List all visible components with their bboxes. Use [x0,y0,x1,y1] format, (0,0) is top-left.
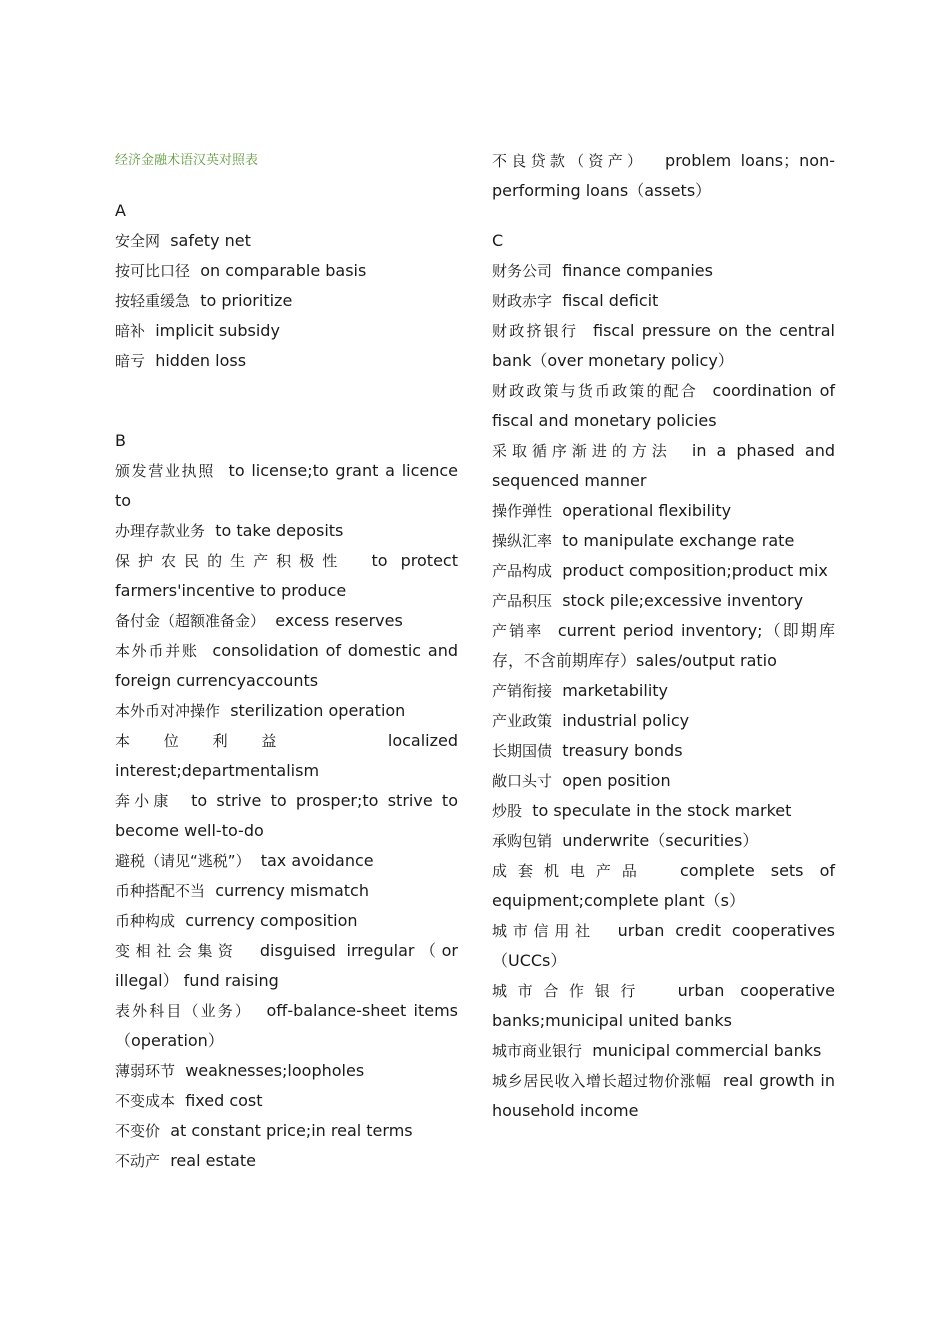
term-chinese: 承购包销 [492,832,553,850]
term-entry [492,826,835,856]
left-column [115,146,458,1176]
term-entry [115,996,458,1056]
term-chinese: 变相社会集资 [115,942,239,960]
term-english: municipal commercial banks [592,1041,822,1060]
term-chinese: 成套机电产品 [492,862,648,880]
term-chinese: 操纵汇率 [492,532,553,550]
section-letter-c: C [492,231,504,250]
term-entry [115,1116,458,1146]
term-entry [492,766,835,796]
term-english: finance companies [562,261,713,280]
term-entry [115,936,458,996]
term-english: underwrite（securities） [562,831,759,850]
term-chinese: 产品积压 [492,592,553,610]
term-chinese: 表外科目（业务） [115,1002,253,1020]
term-entry [115,696,458,726]
term-chinese: 城市商业银行 [492,1042,583,1060]
term-chinese: 本外币并账 [115,642,199,660]
term-chinese: 产业政策 [492,712,553,730]
term-english: product composition;product mix [562,561,828,580]
term-chinese: 按可比口径 [115,262,191,280]
term-english: disguised irregular（or illegal） fund raising [115,941,458,990]
term-entry [115,606,458,636]
term-chinese: 财务公司 [492,262,553,280]
term-chinese: 币种构成 [115,912,176,930]
term-english: in a phased and sequenced manner [492,441,835,490]
term-chinese: 颁发营业执照 [115,462,216,480]
term-english: stock pile;excessive inventory [562,591,804,610]
term-entry [492,736,835,766]
section-letter-a: A [115,201,126,220]
term-english: on comparable basis [200,261,367,280]
term-entry [492,1066,835,1126]
term-entry [492,856,835,916]
term-english: treasury bonds [562,741,683,760]
term-english: consolidation of domestic and foreign currencyaccounts [115,641,459,690]
term-chinese: 本外币对冲操作 [115,702,221,720]
term-entry [492,586,835,616]
term-english: open position [562,771,671,790]
term-english: current period inventory;（即期库存，不含前期库存）sales/output ratio [492,621,835,670]
term-entry [115,316,458,346]
term-entry [492,796,835,826]
term-chinese: 城乡居民收入增长超过物价涨幅 [492,1072,712,1090]
term-entry [492,556,835,586]
term-entry [492,1036,835,1066]
term-entry [115,546,458,606]
term-entry [492,916,835,976]
term-english: hidden loss [155,351,247,370]
term-chinese: 保护农民的生产积极性 [115,552,346,570]
term-chinese: 安全网 [115,232,161,250]
term-entry [115,846,458,876]
term-entry [492,526,835,556]
term-english: coordination of fiscal and monetary policies [492,381,835,430]
term-entry [115,876,458,906]
term-english: urban credit cooperatives（UCCs） [492,921,835,970]
term-english: to license;to grant a licence to [115,461,459,510]
term-chinese: 本位利益 [115,732,311,750]
term-chinese: 不良贷款（资产） [492,152,647,170]
term-english: fixed cost [185,1091,263,1110]
term-chinese: 暗补 [115,322,146,340]
term-chinese: 产销衔接 [492,682,553,700]
term-chinese: 办理存款业务 [115,522,206,540]
term-entry [115,516,458,546]
term-chinese: 薄弱环节 [115,1062,176,1080]
term-english: at constant price;in real terms [170,1121,413,1140]
term-chinese: 产品构成 [492,562,553,580]
term-english: urban cooperative banks;municipal united banks [492,981,835,1030]
term-entry [115,906,458,936]
term-entry [492,256,835,286]
term-english: to speculate in the stock market [532,801,792,820]
term-entry [492,376,835,436]
term-entry [115,1086,458,1116]
term-chinese: 避税（请见“逃税”） [115,852,251,870]
term-chinese: 备付金（超额准备金） [115,612,266,630]
term-entry [492,436,835,496]
term-chinese: 暗亏 [115,352,146,370]
term-entry [115,1056,458,1086]
right-column [492,146,835,1126]
term-entry [492,976,835,1036]
term-entry [492,316,835,376]
term-entry [115,456,458,516]
term-entry [115,786,458,846]
term-chinese: 奔小康 [115,792,173,810]
term-english: operational flexibility [562,501,732,520]
term-entry [115,256,458,286]
term-english: currency mismatch [215,881,369,900]
term-english: real growth in household income [492,1071,835,1120]
term-entry [115,226,458,256]
term-entry [492,146,835,206]
term-english: real estate [170,1151,256,1170]
term-english: to protect farmers'incentive to produce [115,551,458,600]
term-chinese: 炒股 [492,802,523,820]
term-entry [492,286,835,316]
term-entry [115,726,458,786]
term-chinese: 采取循序渐进的方法 [492,442,672,460]
term-chinese: 产销率 [492,622,544,640]
section-letter-b: B [115,431,126,450]
term-chinese: 不变价 [115,1122,161,1140]
term-chinese: 操作弹性 [492,502,553,520]
term-english: to manipulate exchange rate [562,531,795,550]
term-english: tax avoidance [260,851,374,870]
term-entry [492,676,835,706]
term-entry [115,1146,458,1176]
term-english: marketability [562,681,669,700]
term-chinese: 敞口头寸 [492,772,553,790]
term-english: safety net [170,231,251,250]
term-chinese: 城市合作银行 [492,982,647,1000]
term-chinese: 财政赤字 [492,292,553,310]
term-english: complete sets of equipment;complete plant（s） [492,861,835,910]
term-chinese: 财政挤银行 [492,322,579,340]
term-english: to strive to prosper;to strive to become well-to-do [115,791,458,840]
term-english: weaknesses;loopholes [185,1061,365,1080]
term-chinese: 长期国债 [492,742,553,760]
term-chinese: 按轻重缓急 [115,292,191,310]
term-entry [492,496,835,526]
section-spacer [115,376,458,426]
term-english: off-balance-sheet items（operation） [115,1001,458,1050]
term-english: to prioritize [200,291,293,310]
term-chinese: 财政政策与货币政策的配合 [492,382,698,400]
term-english: fiscal deficit [562,291,659,310]
term-english: industrial policy [562,711,690,730]
term-english: localized interest;departmentalism [115,731,458,780]
term-chinese: 不动产 [115,1152,161,1170]
term-english: fiscal pressure on the central bank（over monetary policy） [492,321,835,370]
term-entry [115,286,458,316]
term-english: excess reserves [275,611,403,630]
document-title: 经济金融术语汉英对照表 [115,153,259,168]
term-english: to take deposits [215,521,344,540]
section-spacer [492,206,835,226]
term-entry [492,706,835,736]
term-chinese: 币种搭配不当 [115,882,206,900]
term-entry [115,346,458,376]
term-english: problem loans；non-performing loans（assets） [492,151,835,200]
term-english: implicit subsidy [155,321,280,340]
term-english: sterilization operation [230,701,406,720]
term-entry [115,636,458,696]
term-english: currency composition [185,911,358,930]
term-chinese: 不变成本 [115,1092,176,1110]
term-entry [492,616,835,676]
term-chinese: 城市信用社 [492,922,596,940]
